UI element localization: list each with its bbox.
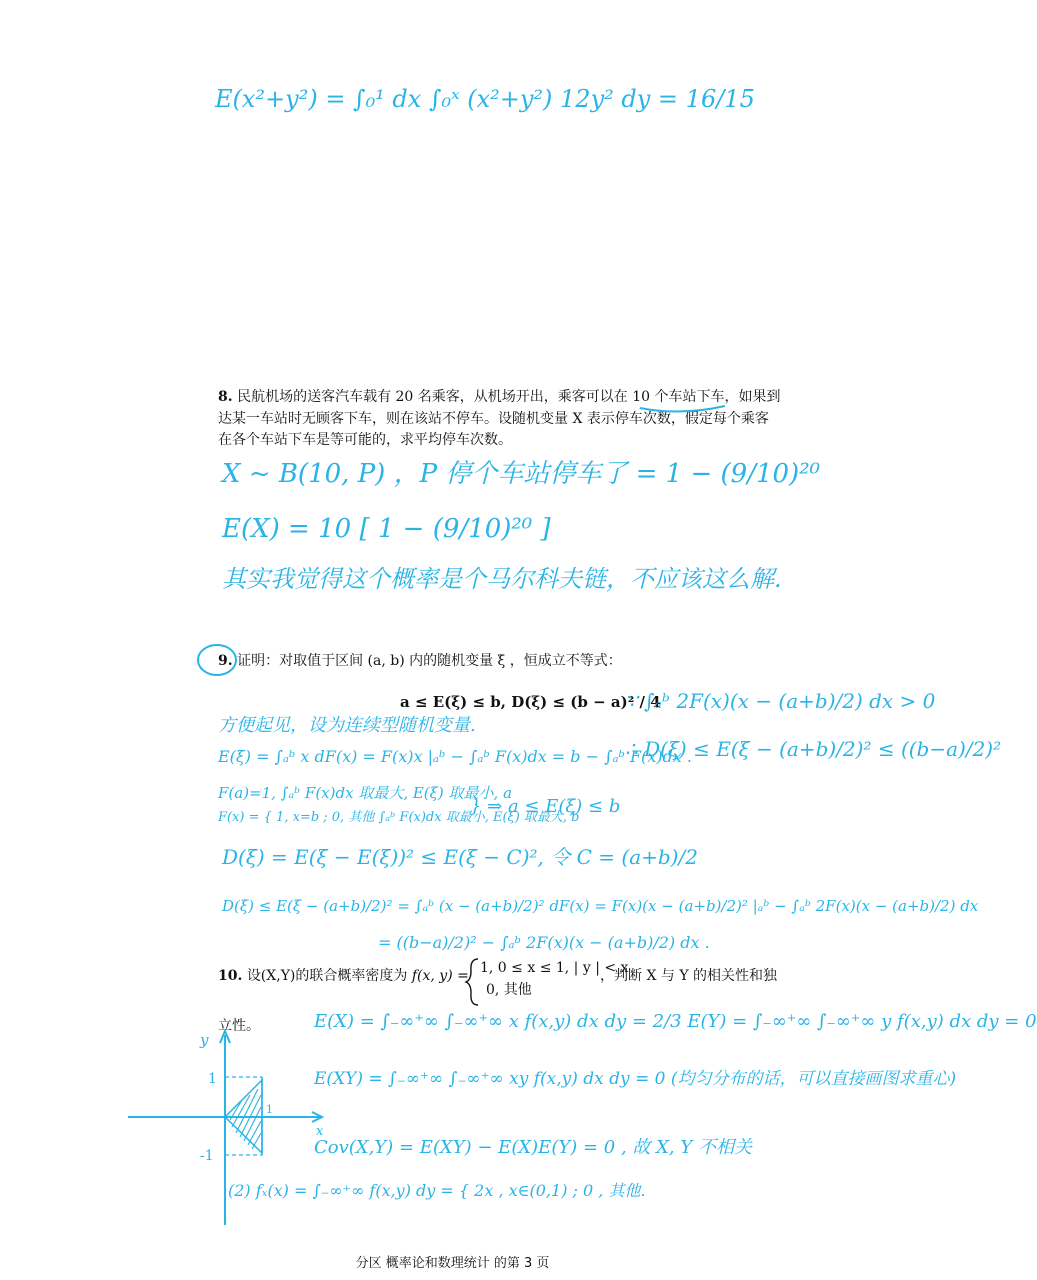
- q10-hw-exy: E(XY) = ∫₋∞⁺∞ ∫₋∞⁺∞ xy f(x,y) dx dy = 0 (均匀分布的话，可以直接画图求重心): [314, 1069, 957, 1089]
- q8-hw-expectation: E(X) = 10 [ 1 − (9/10)²⁰ ]: [222, 514, 551, 544]
- q9-hw-right1: ∵ ∫ₐᵇ 2F(x)(x − (a+b)/2) dx > 0: [625, 689, 936, 713]
- axis-y-label: y: [200, 1031, 209, 1049]
- q9-hw-conclusion: } ⇒ a ≤ E(ξ) ≤ b: [470, 796, 621, 817]
- q10-stem-c: 立性。: [218, 1018, 260, 1034]
- q9-hw-final: = ((b−a)/2)² − ∫ₐᵇ 2F(x)(x − (a+b)/2) dx .: [378, 933, 710, 952]
- q8-number: 8.: [218, 389, 233, 405]
- q9-hw-continuous: 方便起见，设为连续型随机变量.: [218, 715, 476, 736]
- q8-underline: [0, 396, 905, 426]
- q9-stem: [218, 651, 622, 671]
- q10-stem: [218, 966, 469, 986]
- q10-density: f(x, y) =: [411, 968, 469, 984]
- q9-hw-case-a: F(a)=1, ∫ₐᵇ F(x)dx 取最大, E(ξ) 取最小, a: [218, 784, 513, 802]
- q9-number: 9.: [218, 653, 233, 669]
- tick-y-minus1: -1: [200, 1148, 214, 1164]
- q8-hw-note: 其实我觉得这个概率是个马尔科夫链，不应该这么解.: [222, 565, 782, 593]
- q10-hw-marginal: (2) fₓ(x) = ∫₋∞⁺∞ f(x,y) dy = { 2x , x∈(0,1) ; 0 , 其他.: [228, 1181, 646, 1200]
- q9-hw-expectation: E(ξ) = ∫ₐᵇ x dF(x) = F(x)x |ₐᵇ − ∫ₐᵇ F(x)dx = b − ∫ₐᵇ F(x)dx .: [218, 747, 692, 766]
- q9-hw-variance-bound: D(ξ) = E(ξ − E(ξ))² ≤ E(ξ − C)², 令 C = (a+b)/2: [222, 845, 698, 869]
- tick-x-1: 1: [266, 1103, 273, 1116]
- q8-line3: 在各个车站下车是等可能的，求平均停车次数。: [218, 432, 512, 448]
- q9-formula: a ≤ E(ξ) ≤ b, D(ξ) ≤ (b − a)² / 4: [400, 693, 661, 711]
- q9-hw-integral: D(ξ) ≤ E(ξ − (a+b)/2)² = ∫ₐᵇ (x − (a+b)/2)² dF(x) = F(x)(x − (a+b)/2)² |ₐᵇ − ∫ₐᵇ 2F(x)(x − (a+b)/2) dx: [222, 897, 979, 915]
- q9-stem-text: 证明：对取值于区间 (a, b) 内的随机变量 ξ ，恒成立不等式：: [237, 653, 622, 669]
- q9-hw-right2: ∴ D(ξ) ≤ E(ξ − (a+b)/2)² ≤ ((b−a)/2)²: [625, 737, 1002, 761]
- q8-line2: 达某一车站时无顾客下车，则在该站不停车。设随机变量 X 表示停车次数，假定每个乘客: [218, 411, 769, 427]
- q10-region-sketch: [120, 1025, 340, 1225]
- q10-case2: 0, 其他: [486, 982, 532, 998]
- hw-e-x2-y2: E(x²+y²) = ∫₀¹ dx ∫₀ˣ (x²+y²) 12y² dy = 16/15: [215, 85, 755, 113]
- q10-case1: 1, 0 ≤ x ≤ 1, | y | < x: [480, 960, 629, 976]
- q10-stem-b: ，判断 X 与 Y 的相关性和独: [600, 968, 778, 984]
- q10-hw-expectations: E(X) = ∫₋∞⁺∞ ∫₋∞⁺∞ x f(x,y) dx dy = 2/3 E(Y) = ∫₋∞⁺∞ ∫₋∞⁺∞ y f(x,y) dx dy = 0: [314, 1011, 1037, 1032]
- q8-hw-binomial: X ~ B(10, P) ，P 停个车站停车了 = 1 − (9/10)²⁰: [222, 459, 821, 489]
- q10-hw-cov: Cov(X,Y) = E(XY) − E(X)E(Y) = 0 , 故 X, Y 不相关: [314, 1137, 752, 1158]
- q10-stem-a: 设(X,Y)的联合概率密度为: [246, 968, 408, 984]
- q10-number: 10.: [218, 968, 243, 984]
- tick-y-1: 1: [208, 1071, 217, 1087]
- axis-x-label: x: [316, 1124, 324, 1139]
- q8-text1: 民航机场的送客汽车载有 20 名乘客，从机场开出，乘客可以在 10 个车站下车，如果到: [237, 389, 781, 405]
- page-footer: 分区 概率论和数理统计 的第 3 页: [355, 1256, 550, 1271]
- q9-hw-case-b: F(x) = { 1, x=b ; 0, 其他 ∫ₐᵇ F(x)dx 取最小, E(ξ) 取最大, b: [218, 810, 580, 825]
